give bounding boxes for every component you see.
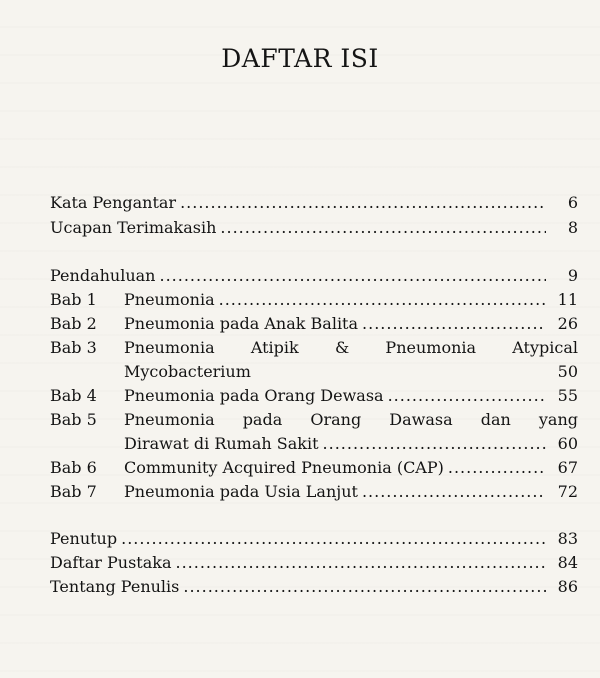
- chapter-title: Community Acquired Pneumonia (CAP): [124, 458, 444, 477]
- chapter-code: Bab 4: [50, 386, 97, 405]
- chapter-title: Pneumonia pada Usia Lanjut: [124, 482, 358, 501]
- dot-leader: [388, 386, 546, 406]
- chapter-code: Bab 7: [50, 482, 97, 501]
- dot-leader: [362, 314, 546, 334]
- chapter-page: 50: [557, 362, 578, 381]
- chapter-page: 55: [557, 386, 578, 405]
- toc-entry: [50, 193, 578, 213]
- chapter-code: Bab 6: [50, 458, 97, 477]
- toc-chapter: [50, 314, 578, 334]
- dot-leader: [183, 577, 546, 597]
- entry-page: 83: [557, 529, 578, 548]
- chapter-code: Bab 2: [50, 314, 97, 333]
- entry-page: 6: [567, 193, 578, 212]
- chapter-code: Bab 5: [50, 410, 97, 429]
- toc-chapter: [50, 386, 578, 406]
- entry-page: 86: [557, 577, 578, 596]
- toc-entry: [50, 577, 578, 597]
- dot-leader: [159, 266, 546, 286]
- entry-page: 84: [557, 553, 578, 572]
- entry-page: 9: [567, 266, 578, 285]
- toc-chapter: [50, 338, 578, 358]
- toc-chapter-continued: [124, 362, 578, 382]
- toc-chapter: [50, 410, 578, 430]
- page-title: DAFTAR ISI: [221, 44, 379, 73]
- toc-entry: [50, 218, 578, 238]
- toc-entry: [50, 529, 578, 549]
- chapter-title-cont: Dirawat di Rumah Sakit: [124, 434, 319, 453]
- toc-chapter: [50, 290, 578, 310]
- chapter-title-cont: Mycobacterium: [124, 362, 251, 381]
- chapter-page: 60: [557, 434, 578, 453]
- toc-entry: [50, 266, 578, 286]
- toc-chapter: [50, 482, 578, 502]
- chapter-title: Pneumonia Atipik & Pneumonia Atypical: [124, 338, 578, 357]
- entry-page: 8: [567, 218, 578, 237]
- entry-label: Penutup: [50, 529, 118, 548]
- dot-leader: [175, 553, 546, 573]
- chapter-code: Bab 3: [50, 338, 97, 357]
- chapter-page: 67: [557, 458, 578, 477]
- entry-label: Ucapan Terimakasih: [50, 218, 217, 237]
- entry-label: Kata Pengantar: [50, 193, 177, 212]
- chapter-title: Pneumonia pada Anak Balita: [124, 314, 359, 333]
- dot-leader: [219, 290, 546, 310]
- entry-label: Daftar Pustaka: [50, 553, 172, 572]
- chapter-code: Bab 1: [50, 290, 97, 309]
- chapter-page: 11: [557, 290, 578, 309]
- dot-leader: [121, 529, 546, 549]
- chapter-title: Pneumonia pada Orang Dewasa: [124, 386, 384, 405]
- toc-entry: [50, 553, 578, 573]
- dot-leader: [180, 193, 546, 213]
- dot-leader: [220, 218, 546, 238]
- chapter-page: 72: [557, 482, 578, 501]
- chapter-title: Pneumonia pada Orang Dawasa dan yang: [124, 410, 578, 429]
- dot-leader: [448, 458, 546, 478]
- toc-chapter-continued: [124, 434, 578, 454]
- dot-leader: [323, 434, 546, 454]
- dot-leader: [362, 482, 546, 502]
- entry-label: Tentang Penulis: [50, 577, 180, 596]
- chapter-title: Pneumonia: [124, 290, 215, 309]
- entry-label: Pendahuluan: [50, 266, 156, 285]
- toc-chapter: [50, 458, 578, 478]
- chapter-page: 26: [557, 314, 578, 333]
